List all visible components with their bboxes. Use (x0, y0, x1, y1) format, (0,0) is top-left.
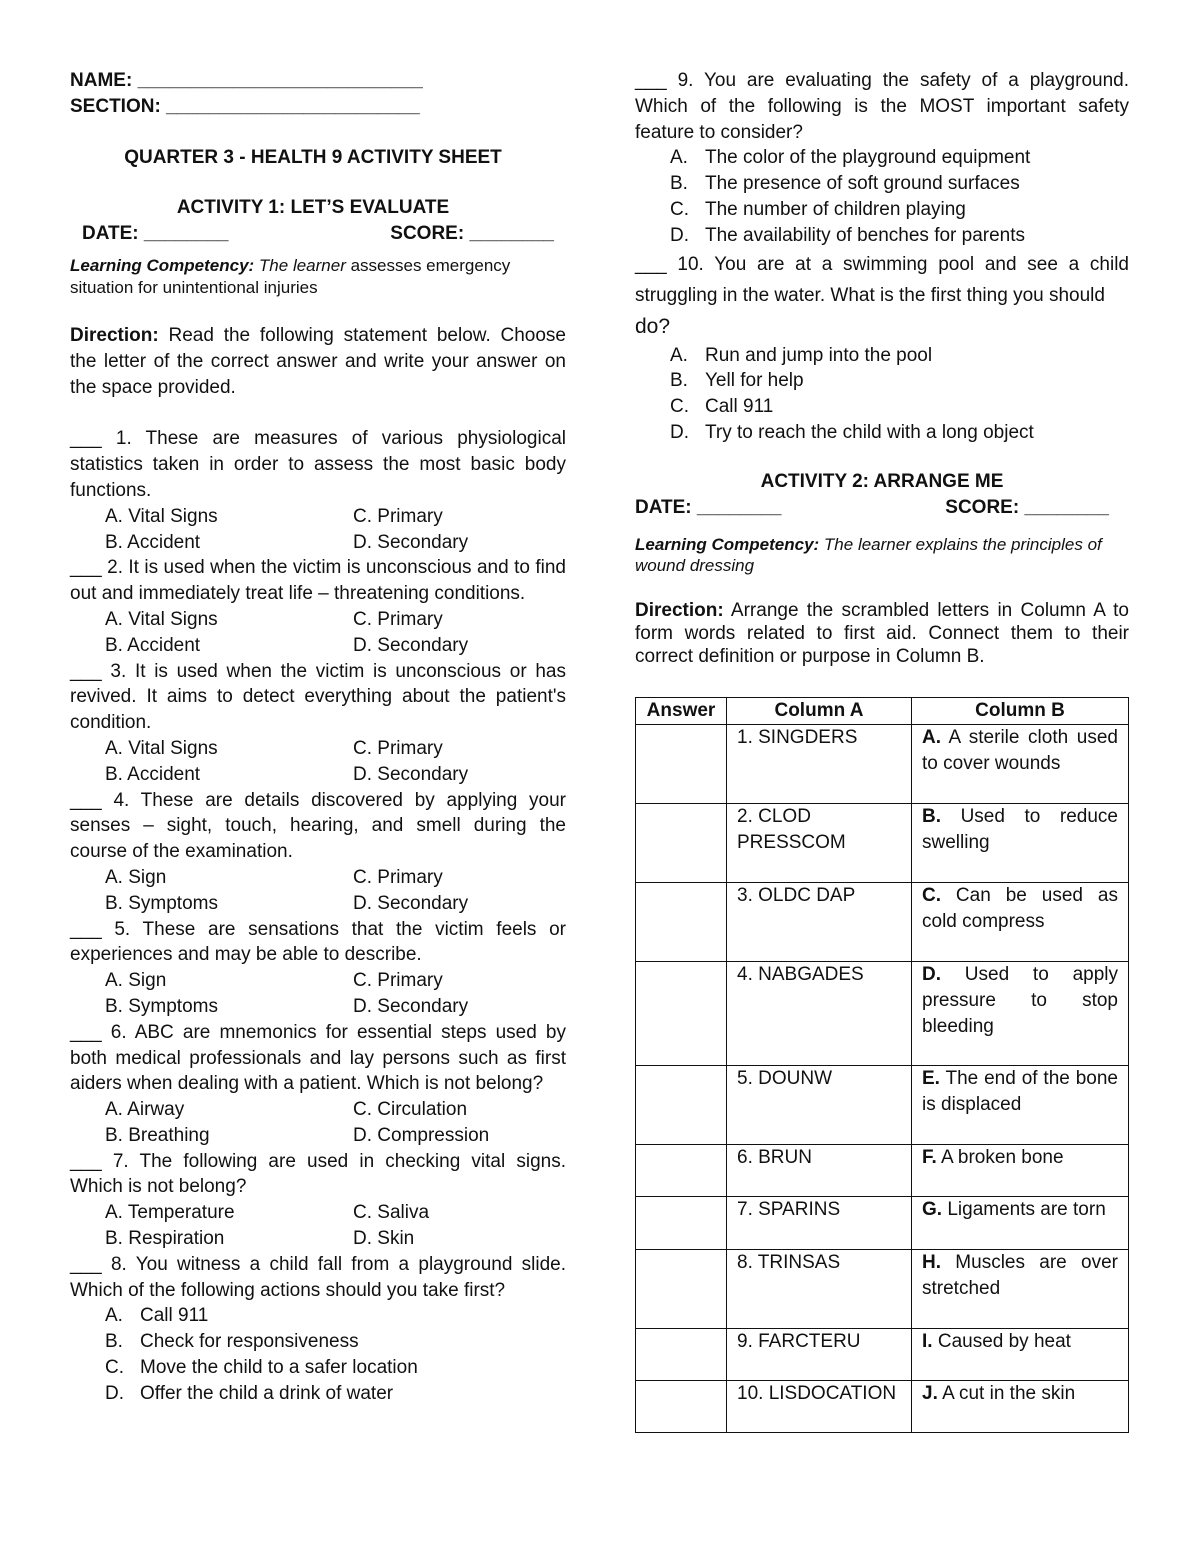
option: D. Secondary (353, 634, 469, 656)
option: Call 911 (140, 1305, 209, 1327)
option: D. Compression (353, 1124, 490, 1146)
option: D. Secondary (353, 892, 469, 914)
option: D. Secondary (353, 531, 469, 553)
option: C. Primary (353, 737, 443, 759)
table-row (636, 1066, 1129, 1145)
option: D. Secondary (353, 995, 469, 1017)
option: Offer the child a drink of water (140, 1382, 394, 1404)
option: C. Circulation (353, 1099, 468, 1121)
column-a-cell: 10. LISDOCATION (727, 1381, 912, 1433)
left-column (70, 68, 566, 1407)
column-b-cell: F. A broken bone (912, 1145, 1129, 1197)
table-row (636, 962, 1129, 1066)
option: B. Accident (105, 634, 201, 656)
option: B. Symptoms (105, 995, 218, 1017)
question-4: ___ 4. These are details discovered by applying your senses – sight, touch, hearing, and smell during the course of the examination. (70, 789, 566, 863)
column-b-cell: G. Ligaments are torn (912, 1197, 1129, 1250)
column-a-cell: 9. FARCTERU (727, 1329, 912, 1381)
question-7-options (70, 1200, 566, 1252)
answer-cell[interactable] (636, 1145, 727, 1197)
option: D. Skin (353, 1228, 415, 1250)
option: Call 911 (705, 396, 774, 418)
column-a-cell: 7. SPARINS (727, 1197, 912, 1250)
activity1-title: ACTIVITY 1: LET’S EVALUATE (176, 197, 450, 219)
answer-cell[interactable] (636, 1329, 727, 1381)
option: C. Primary (353, 505, 443, 527)
column-a-cell: 4. NABGADES (727, 962, 912, 1066)
option: A. Airway (105, 1099, 185, 1121)
option: B. Respiration (105, 1228, 225, 1250)
answer-cell[interactable] (636, 1381, 727, 1433)
question-9-options: A. The color of the playground equipment B. The presence of soft ground surfaces C. The number of children playing D. The availability of benches for parents (635, 145, 1129, 248)
name-line: NAME: ___________________________ (70, 70, 423, 91)
option: A. Sign (105, 970, 167, 992)
option: A. Vital Signs (105, 505, 218, 527)
option: The number of children playing (705, 198, 966, 220)
option: D. Secondary (353, 763, 469, 785)
section-line: SECTION: ________________________ (70, 95, 420, 117)
answer-cell[interactable] (636, 1197, 727, 1250)
answer-cell[interactable] (636, 804, 727, 883)
question-5: ___ 5. These are sensations that the victim feels or experiences and may be able to describe. (70, 918, 566, 966)
column-a-cell: 3. OLDC DAP (727, 883, 912, 962)
option: Check for responsiveness (140, 1331, 359, 1353)
question-1: ___ 1. These are measures of various physiological statistics taken in order to assess the most basic body functions. (70, 428, 566, 501)
answer-cell[interactable] (636, 725, 727, 804)
column-a-cell: 5. DOUNW (727, 1066, 912, 1145)
option: C. Primary (353, 970, 443, 992)
option: A. Vital Signs (105, 608, 218, 630)
column-a-cell: 2. CLOD PRESSCOM (727, 804, 912, 883)
option: B. Symptoms (105, 892, 218, 914)
table-row (636, 1329, 1129, 1381)
question-2-options (70, 607, 566, 659)
activity2-date[interactable]: DATE: ________ (635, 496, 782, 518)
question-5-options (70, 968, 566, 1020)
column-b-cell: C. Can be used as cold compress (912, 883, 1129, 962)
activity1-competency: Learning Competency: The learner assesses emergency situation for unintentional injuries (70, 255, 511, 297)
table-row (636, 883, 1129, 962)
option: The presence of soft ground surfaces (705, 173, 1020, 195)
question-10-options: A. Run and jump into the pool B. Yell for help C. Call 911 D. Try to reach the child with a long object (635, 343, 1129, 446)
column-a-cell: 1. SINGDERS (727, 725, 912, 804)
question-1-options (70, 504, 566, 556)
option: B. Accident (105, 763, 201, 785)
activity2-date-score (635, 495, 1129, 521)
activity2-score[interactable]: SCORE: ________ (945, 496, 1109, 518)
table-row (636, 1381, 1129, 1433)
activity1-date-score (70, 221, 566, 247)
question-8-options: A. Call 911 B. Check for responsiveness C. Move the child to a safer location D. Offer the child a drink of water (70, 1303, 566, 1406)
column-b-cell: A. A sterile cloth used to cover wounds (912, 725, 1129, 804)
table-row (636, 725, 1129, 804)
table-row (636, 804, 1129, 883)
question-2: ___ 2. It is used when the victim is unconscious and to find out and immediately treat life – threatening conditions. (70, 557, 566, 605)
matching-table (635, 697, 1129, 1433)
sheet-title: QUARTER 3 - HEALTH 9 ACTIVITY SHEET (124, 146, 502, 168)
question-10-tail: do? (635, 314, 671, 338)
header-answer: Answer (636, 698, 727, 725)
question-3-options (70, 736, 566, 788)
question-7: ___ 7. The following are used in checking vital signs. Which is not belong? (70, 1150, 566, 1198)
name-field[interactable]: ___________________________ (137, 70, 423, 91)
option: C. Primary (353, 608, 443, 630)
option: B. Breathing (105, 1124, 210, 1146)
question-8: ___ 8. You witness a child fall from a playground slide. Which of the following actions should you take first? (70, 1253, 566, 1301)
activity1-date[interactable]: DATE: ________ (82, 223, 229, 245)
answer-cell[interactable] (636, 883, 727, 962)
question-6: ___ 6. ABC are mnemonics for essential steps used by both medical professionals and lay persons such as first aiders when dealing with a patient. Which is not belong? (70, 1021, 566, 1095)
question-4-options (70, 865, 566, 917)
answer-cell[interactable] (636, 1250, 727, 1329)
option: Yell for help (705, 370, 804, 392)
header-column-b: Column B (912, 698, 1129, 725)
option: B. Accident (105, 531, 201, 553)
column-b-cell: E. The end of the bone is displaced (912, 1066, 1129, 1145)
question-9: ___ 9. You are evaluating the safety of a playground. Which of the following is the MOST important safety feature to consider? (635, 70, 1129, 143)
right-column (635, 68, 1129, 668)
table-row (636, 1197, 1129, 1250)
activity2-direction: Direction: Arrange the scrambled letters in Column A to form words related to first aid. Connect them to their correct definition or purpose in Column B. (635, 600, 1129, 668)
option: A. Vital Signs (105, 737, 218, 759)
column-a-cell: 6. BRUN (727, 1145, 912, 1197)
activity2-competency: Learning Competency: The learner explains the principles of wound dressing (635, 535, 1102, 576)
question-3: ___ 3. It is used when the victim is unconscious or has revived. It aims to detect everything about the patient's condition. (70, 660, 566, 734)
option: C. Primary (353, 866, 443, 888)
column-b-cell: H. Muscles are over stretched (912, 1250, 1129, 1329)
option: Try to reach the child with a long object (705, 421, 1034, 443)
question-10: ___ 10. You are at a swimming pool and see a child struggling in the water. What is the first thing you should (635, 253, 1129, 306)
question-6-options (70, 1097, 566, 1149)
option: The color of the playground equipment (705, 147, 1031, 169)
option: Run and jump into the pool (705, 344, 933, 366)
option: Move the child to a safer location (140, 1357, 418, 1379)
option: C. Saliva (353, 1202, 430, 1224)
option: A. Temperature (105, 1202, 235, 1224)
column-b-cell: I. Caused by heat (912, 1329, 1129, 1381)
activity2-title: ACTIVITY 2: ARRANGE ME (760, 470, 1004, 492)
column-b-cell: D. Used to apply pressure to stop bleeding (912, 962, 1129, 1066)
table-row (636, 1145, 1129, 1197)
answer-cell[interactable] (636, 962, 727, 1066)
column-b-cell: B. Used to reduce swelling (912, 804, 1129, 883)
column-b-cell: J. A cut in the skin (912, 1381, 1129, 1433)
table-row (636, 1250, 1129, 1329)
answer-cell[interactable] (636, 1066, 727, 1145)
table-header-row (636, 698, 1129, 725)
column-a-cell: 8. TRINSAS (727, 1250, 912, 1329)
activity1-score[interactable]: SCORE: ________ (390, 223, 554, 245)
activity1-direction: Direction: Read the following statement below. Choose the letter of the correct answer and write your answer on the space provided. (70, 324, 566, 398)
header-column-a: Column A (727, 698, 912, 725)
section-field[interactable]: ________________________ (166, 95, 420, 117)
option: A. Sign (105, 866, 167, 888)
option: The availability of benches for parents (705, 224, 1026, 246)
